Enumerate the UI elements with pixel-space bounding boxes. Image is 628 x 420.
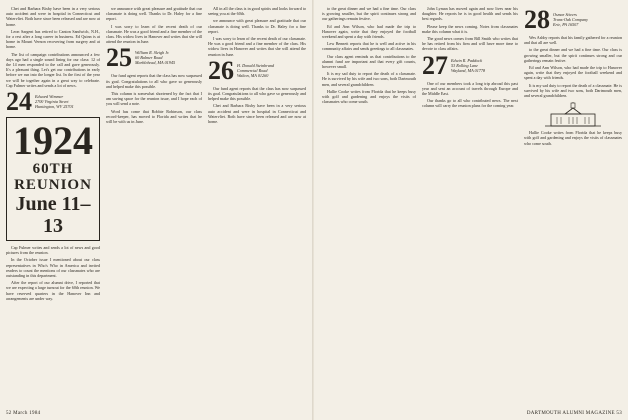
address-line-1: 53 Rolling Lane	[451, 62, 478, 68]
paragraph: Word has come that Robbie Robinson, our class record-keeper, has moved to Florida and writes that he will be with us in June.	[106, 108, 202, 125]
paragraph: Chet and Barbara Bixby have been in a very serious auto accident and were in hospital in Connecticut and Watervliet. Both have since been released and are now at home.	[208, 103, 306, 125]
paragraph: John Lyman has moved again and now lives near his daughter. He reports he is in good health and sends his best regards.	[422, 6, 518, 22]
address-line-2: Wayland, MA 01778	[451, 67, 486, 73]
paragraph: Chet and Barbara Bixby have been in a very serious auto accident and were in hospital in Connecticut and Watervliet. Both have since been released and are now at home.	[6, 6, 100, 27]
paragraph: Leon Sargent has retired to Canton Sandwich, N.H., for a rest after a long career in business. Ed Quinn is at home in Mount Vernon recovering from surgery and at home.	[6, 28, 100, 50]
paragraph: Hallie Cooke writes from Florida that he keeps busy with golf and gardening and enjoys the visits of classmates who come south.	[322, 88, 416, 105]
class-entry-27	[422, 50, 518, 80]
class-secretary-address	[237, 60, 274, 78]
paragraph: Ed and Ann Wilson, who had made the trip to Hanover again, write that they enjoyed the football weekend and spent a day with friends.	[524, 65, 622, 81]
page-footer-left: 52 March 1984	[6, 411, 41, 416]
class-secretary-address	[35, 91, 74, 109]
class-secretary-address	[553, 9, 588, 27]
address-line-1: 2700 Virginia Street	[35, 99, 69, 105]
paragraph: This column is somewhat shortened by the fact that I am saving space for the reunion issue, and I hope each of you will send a note.	[106, 91, 202, 107]
paragraph: Hallie Cooke writes from Florida that he keeps busy with golf and gardening and enjoys the visits of classmates who come south.	[524, 130, 622, 146]
reunion-dates: June 11–13	[15, 193, 91, 238]
paragraph: Please keep the news coming. Notes from classmates make this column what it is.	[422, 23, 518, 34]
reunion-box	[6, 117, 100, 241]
left-column-1	[6, 6, 100, 408]
class-entry-28	[524, 6, 622, 34]
secretary-name: Osmar Stivers	[553, 12, 577, 17]
secretary-name: Edwin R. Paddock	[451, 57, 483, 63]
class-entry-25	[106, 43, 202, 73]
secretary-name: H. Donald Steinbrand	[237, 62, 275, 68]
reunion-year: 1924	[13, 118, 93, 164]
secretary-name: Edward Wimmer	[35, 94, 64, 100]
paragraph: to the great dinner and we had a fine time. Our class is growing smaller, but the spirit continues strong and our gatherings remain festive.	[322, 6, 416, 22]
class-number: 27	[422, 50, 448, 80]
dartmouth-hall-icon	[543, 102, 603, 128]
paragraph: Lew Bennett reports that he is well and active in his community affairs and sends greetings to all classmates.	[322, 41, 416, 52]
address-line-2: Walton, MA 01260	[237, 72, 269, 78]
class-secretary-address	[451, 55, 485, 73]
right-column-1	[322, 6, 416, 408]
address-line-2: Erie, PA 16507	[553, 22, 579, 27]
address-line-1: 60 Balmer Road	[135, 55, 163, 61]
paragraph: Wes Ashby reports that his family gathered for a reunion and that all are well.	[524, 35, 622, 46]
address-line-2: Marblehead, MA 01945	[135, 60, 176, 66]
paragraph: Cap Fulmer writes and sends a lot of news and good pictures from the reunion.	[6, 245, 100, 256]
paragraph: Our thanks go to all who contributed news. The next column will carry the reunion plans for the coming year.	[422, 98, 518, 109]
class-number: 24	[6, 87, 32, 117]
right-page	[314, 0, 628, 420]
right-column-3	[524, 6, 622, 408]
reunion-title: 60TH REUNION	[14, 161, 92, 194]
paragraph: After the report of our alumni drive, I reported that we are expecting a large turnout for the 60th reunion. We have reserved quarters in the Hanover Inn and arrangements are under way.	[6, 280, 100, 301]
class-number: 25	[106, 43, 132, 73]
page-footer-right: DARTMOUTH ALUMNI MAGAZINE 53	[526, 411, 622, 416]
paragraph: I was sorry to learn of the recent death of our classmate. He was a good friend and a fine member of the class. His widow lives in Hanover and writes that she will attend the reunion in June.	[208, 36, 306, 57]
paragraph: Our class agent reminds us that contributions to the alumni fund are important and that every gift counts, however small.	[322, 53, 416, 70]
right-column-2	[422, 6, 518, 408]
address-line-1: Commercial Road	[237, 67, 268, 73]
paragraph: The list of campaign contributions announced a few days ago had a single sound lining for our class: 12 of the 14 men responded to the call and gave generously. It's a pleasant thing. Let's get our contributions in early before we run into the longer list. In the first of the year we will be together again in a great way to celebrate. Cap Fulmer writes and sends a lot of news.	[6, 51, 100, 88]
secretary-name: William R. Sleigh Jr.	[135, 50, 170, 56]
paragraph: In the October issue I mentioned about our class representatives in Who's Who in America and invited readers to count the mentions of our classmates who are outstanding in this department.	[6, 257, 100, 279]
class-entry-26	[208, 55, 306, 85]
paragraph: One of our members took a long trip abroad this past year and sent an account of travels through Europe and the Middle East.	[422, 80, 518, 97]
paragraph: Our fund agent reports that the class has now surpassed its goal. Congratulations to all who gave so generously and helped make this possible.	[208, 85, 306, 102]
paragraph: we announce with great pleasure and gratitude that our classmate is doing well. Thanks to Dr. Haley for a fine report.	[106, 6, 202, 22]
left-column-2	[106, 6, 202, 408]
paragraph: It is my sad duty to report the death of a classmate. He is survived by his wife and two sons, both Dartmouth men, and several grandchildren.	[524, 82, 622, 99]
class-entry-24	[6, 87, 100, 117]
paragraph: I was sorry to learn of the recent death of our classmate. He was a good friend and a fine member of the class. His widow lives in Hanover and writes that she will attend the reunion in June.	[106, 23, 202, 45]
left-column-3	[208, 6, 306, 408]
paragraph: It is my sad duty to report the death of a classmate. He is survived by his wife and two sons, both Dartmouth men, and several grandchildren.	[322, 71, 416, 87]
paragraph: Our fund agent reports that the class has now surpassed its goal. Congratulations to all who gave so generously and helped make this possible.	[106, 73, 202, 89]
class-secretary-address	[135, 47, 175, 65]
paragraph: The good news comes from Bill Smith who writes that he has retired from his firm and will have more time to devote to class affairs.	[422, 36, 518, 52]
address-line-1: Trans-Oak Company	[553, 17, 589, 22]
class-number: 28	[524, 6, 550, 34]
paragraph: we announce with great pleasure and gratitude that our classmate is doing well. Thanks to Dr. Haley for a fine report.	[208, 18, 306, 34]
class-number: 26	[208, 55, 234, 85]
paragraph: to the great dinner and we had a fine time. Our class is growing smaller, but the spirit continues strong and our gatherings remain festive.	[524, 47, 622, 63]
address-line-2: Huntington, WV 25701	[35, 104, 74, 110]
paragraph: Ed and Ann Wilson, who had made the trip to Hanover again, write that they enjoyed the football weekend and spent a day with friends.	[322, 23, 416, 40]
paragraph: All in all the class is in good spirits and looks forward to seeing you at the 60th.	[208, 6, 306, 17]
